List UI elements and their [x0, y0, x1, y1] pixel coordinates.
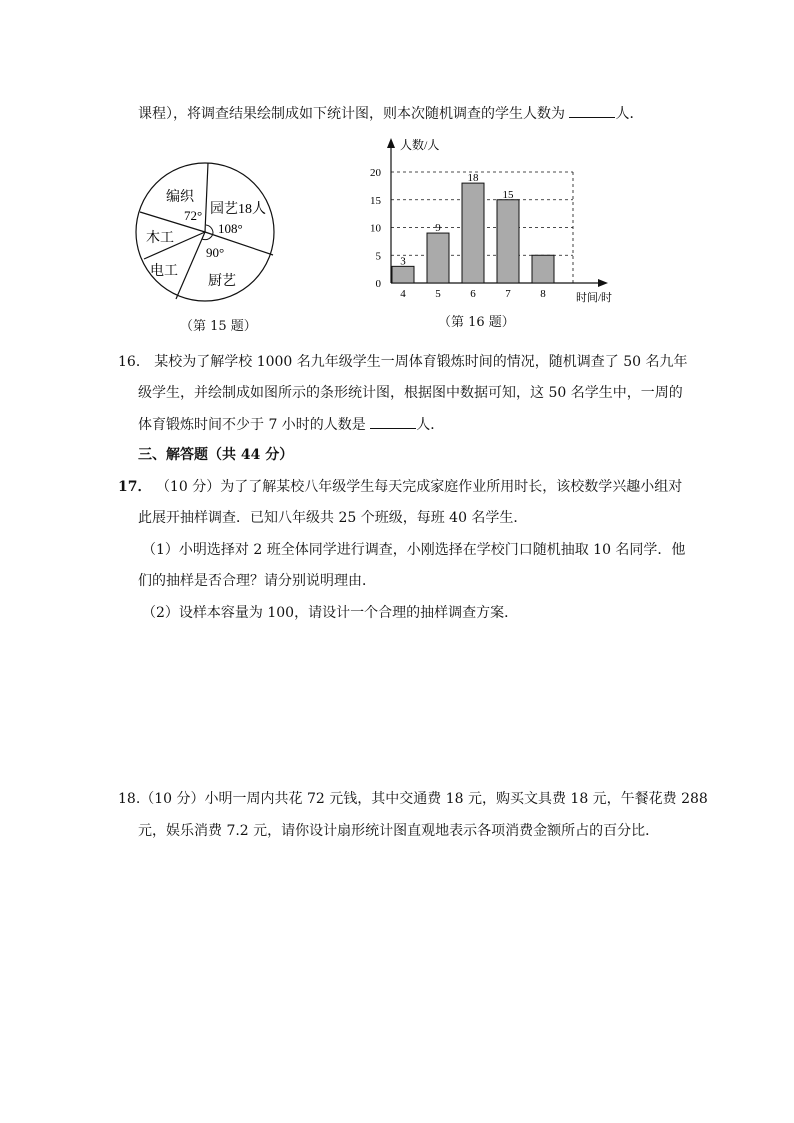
- pie-label-biancheng: 编织: [166, 190, 194, 205]
- x-tick-label: 4: [400, 288, 406, 300]
- answer-blank-15: [569, 104, 615, 118]
- q16-line3-suffix: 人．: [416, 417, 445, 433]
- pie-label-chuyi: 厨艺: [208, 274, 236, 289]
- intro-suffix: 人．: [615, 106, 644, 122]
- y-tick-label: 20: [370, 167, 381, 179]
- intro-text: 课程），将调查结果绘制成如下统计图，则本次随机调查的学生人数为: [138, 106, 565, 122]
- bar: [532, 255, 554, 283]
- x-axis-arrow-icon: [598, 279, 608, 287]
- q16-line3-text: 体育锻炼时间不少于 7 小时的人数是: [138, 417, 366, 433]
- q18-line2: 元，娱乐消费 7.2 元，请你设计扇形统计图直观地表示各项消费金额所占的百分比．: [138, 823, 660, 839]
- q17-line1: [118, 478, 682, 496]
- data-label: 3: [400, 255, 406, 268]
- x-axis-label: 时间/时: [576, 292, 613, 304]
- x-tick-label: 7: [505, 288, 511, 300]
- pie-chart: [132, 157, 278, 307]
- y-tick-label: 10: [370, 222, 381, 235]
- y-axis-arrow-icon: [387, 138, 395, 148]
- pie-angle-yuanyi: 108°: [218, 221, 243, 236]
- pie-label-yuanyi: 园艺18人: [210, 202, 266, 217]
- x-tick-label: 6: [470, 288, 476, 300]
- y-tick-label: 0: [375, 278, 381, 290]
- section-heading: 三、解答题（共 44 分）: [138, 447, 294, 463]
- y-axis-label: 人数/人: [400, 138, 440, 152]
- bar: [462, 183, 484, 283]
- intro-line: [138, 104, 643, 123]
- bar: [497, 200, 519, 283]
- x-tick-label: 8: [540, 288, 546, 300]
- q17-sub1-line1: （1）小明选择对 2 班全体同学进行调查，小刚选择在学校门口随机抽取 10 名同学．他: [142, 542, 686, 558]
- data-label: 18: [467, 172, 479, 185]
- pie-caption: （第 15 题）: [180, 319, 257, 334]
- q17-sub1-line2: 们的抽样是否合理？请分别说明理由．: [138, 573, 376, 589]
- q16-line3: [138, 415, 444, 434]
- bar-caption: （第 16 题）: [438, 315, 515, 330]
- pie-angle-chuyi: 90°: [206, 245, 225, 260]
- bar-chart: [360, 134, 630, 309]
- y-tick-label: 5: [375, 250, 381, 263]
- q17-line2: 此展开抽样调查．已知八年级共 25 个班级，每班 40 名学生．: [138, 510, 528, 526]
- x-tick-label: 5: [435, 288, 441, 300]
- q16-line1: 16． 某校为了解学校 1000 名九年级学生一周体育锻炼时间的情况，随机调查了 50 名九年: [118, 354, 688, 370]
- data-label: 9: [435, 222, 441, 235]
- y-tick-label: 15: [370, 194, 381, 207]
- q17-number: 17．: [118, 479, 152, 495]
- pie-angle-biancheng: 72°: [184, 208, 203, 223]
- q16-line2: 级学生，并绘制成如图所示的条形统计图，根据图中数据可知，这 50 名学生中，一周的: [138, 385, 683, 401]
- bar: [392, 266, 414, 283]
- answer-blank-16: [370, 415, 416, 429]
- q17-sub2: （2）设样本容量为 100，请设计一个合理的抽样调查方案．: [142, 605, 519, 621]
- q18-line1: 18.（10 分）小明一周内共花 72 元钱，其中交通费 18 元，购买文具费 18 元，午餐花费 288: [118, 791, 708, 807]
- bar: [427, 233, 449, 283]
- pie-label-mugong: 木工: [146, 231, 174, 246]
- data-label: 15: [502, 188, 514, 201]
- q17-line1-text: （10 分）为了了解某校八年级学生每天完成家庭作业所用时长，该校数学兴趣小组对: [155, 479, 683, 495]
- pie-label-diangong: 电工: [150, 264, 178, 279]
